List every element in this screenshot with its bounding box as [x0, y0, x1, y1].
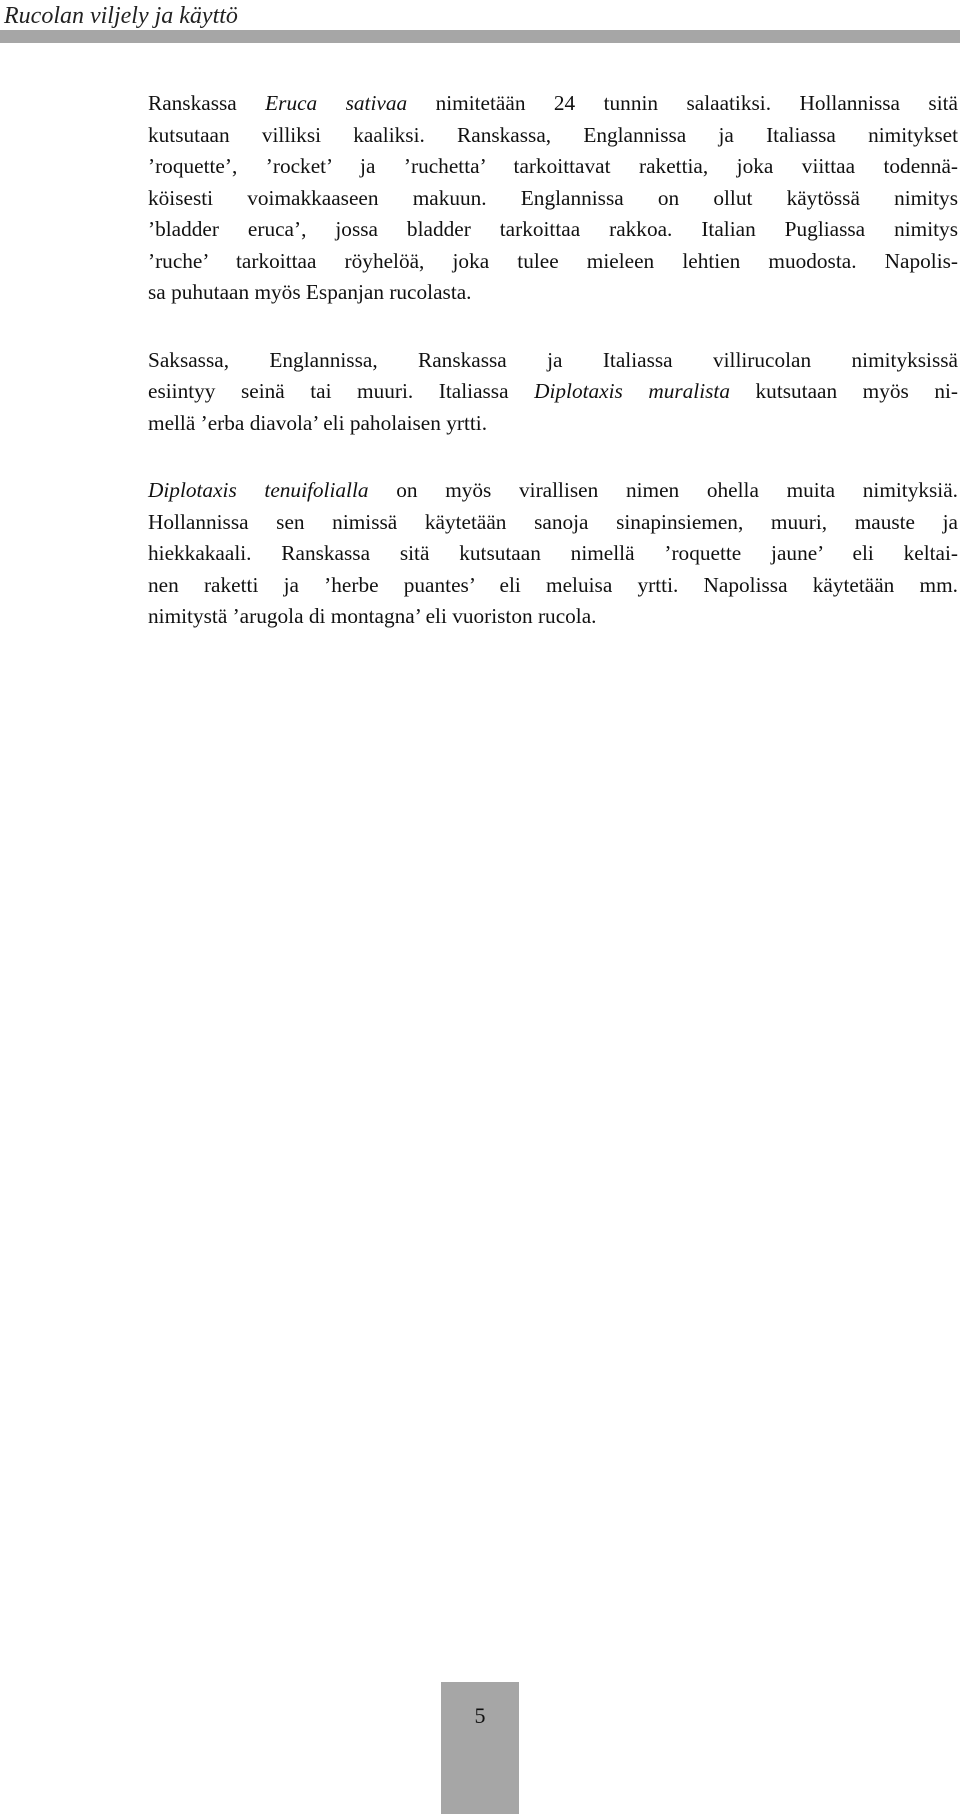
text-line: ’ruche’ tarkoittaa röyhelöä, joka tulee mieleen lehtien muodosta. Napolis-: [148, 248, 958, 273]
paragraph-names-eruca-sativa: [148, 88, 958, 309]
text-line: Diplotaxis tenuifolialla on myös virallisen nimen ohella muita nimityksiä.: [148, 478, 958, 502]
body-text: [148, 88, 958, 669]
text-line: ’bladder eruca’, jossa bladder tarkoittaa rakkoa. Italian Pugliassa nimitys: [148, 217, 958, 241]
text-line: Saksassa, Englannissa, Ranskassa ja Italiassa villirucolan nimityksissä: [148, 347, 958, 372]
paragraph-names-wild-rocket: [148, 345, 958, 440]
document-title: Rucolan viljely ja käyttö: [4, 3, 238, 29]
text-line: mellä ’erba diavola’ eli paholaisen yrtti.: [148, 410, 488, 435]
species-name: Eruca sativaa: [265, 91, 408, 115]
text-line: Ranskassa Eruca sativaa nimitetään 24 tunnin salaatiksi. Hollannissa sitä: [148, 91, 959, 115]
page-number-tab: [441, 1682, 519, 1814]
text-line: sa puhutaan myös Espanjan rucolasta.: [148, 280, 472, 304]
text-line: kutsutaan villiksi kaaliksi. Ranskassa, Englannissa ja Italiassa nimitykset: [148, 122, 958, 147]
text-line: nen raketti ja ’herbe puantes’ eli meluisa yrtti. Napolissa käytetään mm.: [148, 572, 958, 597]
text-line: ’roquette’, ’rocket’ ja ’ruchetta’ tarkoittavat rakettia, joka viittaa todennä-: [148, 154, 958, 178]
paragraph-names-diplotaxis-tenuifolia: [148, 475, 958, 633]
text-line: Hollannissa sen nimissä käytetään sanoja sinapinsiemen, muuri, mauste ja: [148, 509, 958, 534]
text-line: köisesti voimakkaaseen makuun. Englannissa on ollut käytössä nimitys: [148, 185, 958, 210]
text-line: hiekkakaali. Ranskassa sitä kutsutaan nimellä ’roquette jaune’ eli keltai-: [148, 541, 958, 565]
text-line: nimitystä ’arugola di montagna’ eli vuoriston rucola.: [148, 604, 597, 628]
text-line: esiintyy seinä tai muuri. Italiassa Diplotaxis muralista kutsutaan myös ni-: [148, 379, 958, 403]
species-name: Diplotaxis tenuifolialla: [148, 478, 369, 502]
page-number: 5: [474, 1703, 486, 1728]
running-header: [0, 0, 960, 44]
species-name: Diplotaxis muralista: [534, 379, 730, 403]
header-rule: [0, 30, 960, 43]
